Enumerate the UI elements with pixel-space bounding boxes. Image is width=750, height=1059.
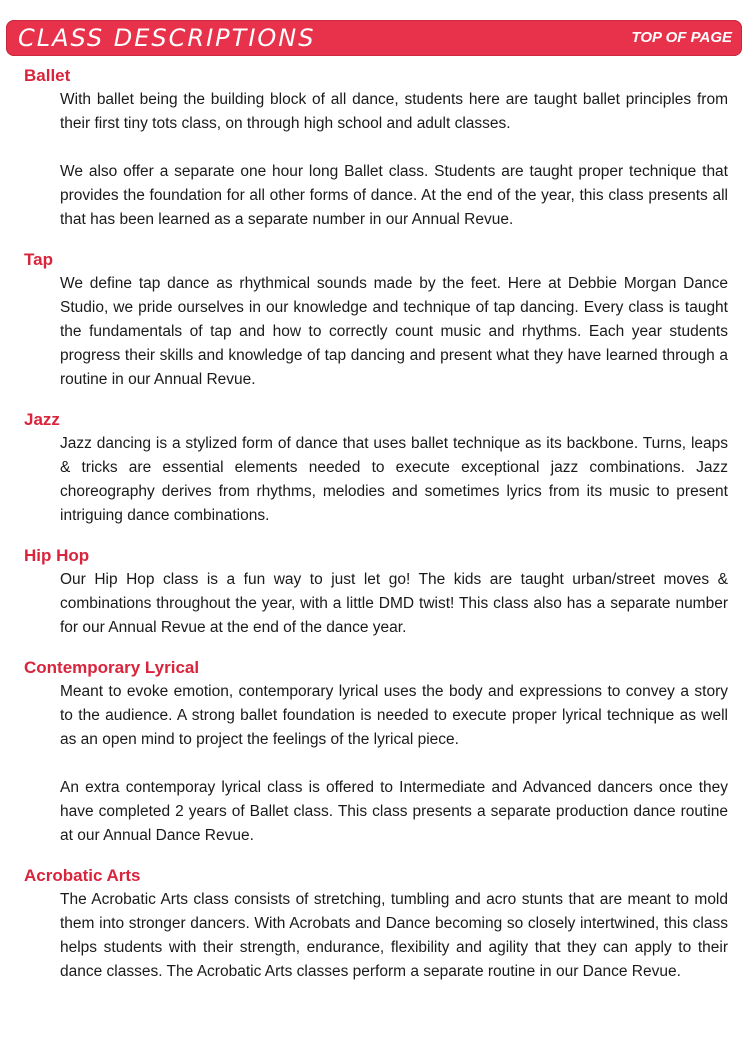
paragraph: We define tap dance as rhythmical sounds made by the feet. Here at Debbie Morgan Dance Studio, we pride ourselves in our knowledge and technique of tap dancing. Every class is taught the fundamentals of tap and how to correctly count music and rhythms. Each year students progress their skills and knowledge of tap dancing and present what they have learned through a routine in our Annual Revue. [60,275,728,388]
section-heading-acrobatic-arts: Acrobatic Arts [24,866,141,885]
top-of-page-link[interactable]: TOP OF PAGE [631,29,732,46]
paragraph: Our Hip Hop class is a fun way to just let go! The kids are taught urban/street moves & combinations throughout the year, with a little DMD twist! This class also has a separate number for our Annual Revue at the end of the dance year. [60,571,728,636]
banner-title: CLASS DESCRIPTIONS [18,24,316,52]
paragraph: An extra contemporay lyrical class is offered to Intermediate and Advanced dancers once they have completed 2 years of Ballet class. This class presents a separate production dance routine at our Annual Dance Revue. [60,779,728,844]
section-contemporary-lyrical [24,656,728,848]
section-heading-contemporary-lyrical: Contemporary Lyrical [24,658,200,677]
paragraph: Jazz dancing is a stylized form of dance that uses ballet technique as its backbone. Turns, leaps & tricks are essential elements needed to execute exceptional jazz combinations. Jazz choreography derives from rhythms, melodies and sometimes lyrics from its music to present intriguing dance combinations. [60,435,728,524]
paragraph: Meant to evoke emotion, contemporary lyrical uses the body and expressions to convey a story to the audience. A strong ballet foundation is needed to execute proper lyrical technique as well as an open mind to project the feelings of the lyrical piece. [60,683,728,748]
paragraph: With ballet being the building block of all dance, students here are taught ballet principles from their first tiny tots class, on through high school and adult classes. [60,91,728,132]
section-heading-tap: Tap [24,250,53,269]
section-heading-jazz: Jazz [24,410,60,429]
class-descriptions [24,64,728,1000]
section-ballet [24,64,728,232]
paragraph: The Acrobatic Arts class consists of stretching, tumbling and acro stunts that are meant to mold them into stronger dancers. With Acrobats and Dance becoming so closely intertwined, this class helps students with their strength, endurance, flexibility and agility that they can apply to their dance classes. The Acrobatic Arts classes perform a separate routine in our Dance Revue. [60,891,728,980]
section-tap [24,248,728,392]
section-hip-hop [24,544,728,640]
section-heading-ballet: Ballet [24,66,71,85]
section-heading-hip-hop: Hip Hop [24,546,90,565]
section-jazz [24,408,728,528]
section-banner [6,20,742,56]
section-acrobatic-arts [24,864,728,984]
paragraph: We also offer a separate one hour long Ballet class. Students are taught proper technique that provides the foundation for all other forms of dance. At the end of the year, this class presents all that has been learned as a separate number in our Annual Revue. [60,163,728,228]
